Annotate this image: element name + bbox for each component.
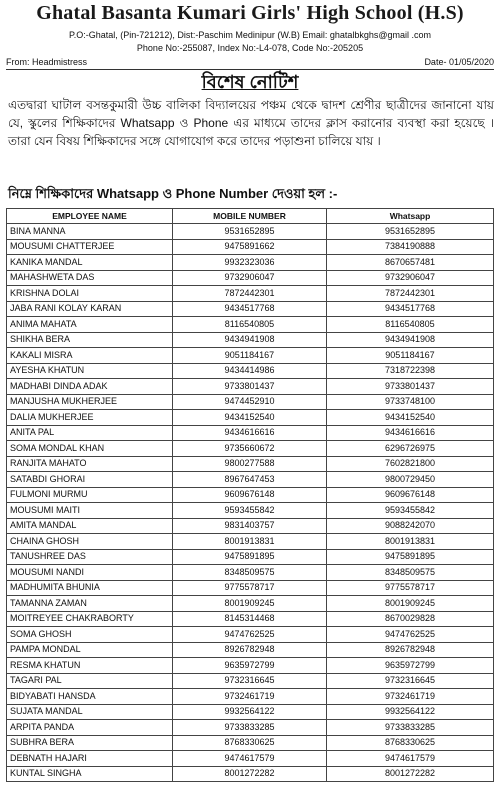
mobile-number-cell: 9733801437 <box>173 379 327 395</box>
whatsapp-number-cell: 8001272282 <box>327 766 494 782</box>
whatsapp-number-cell: 9474762525 <box>327 627 494 643</box>
whatsapp-number-cell: 9775578717 <box>327 580 494 596</box>
whatsapp-number-cell: 9732461719 <box>327 689 494 705</box>
whatsapp-number-cell: 9733748100 <box>327 394 494 410</box>
whatsapp-number-cell: 8001913831 <box>327 534 494 550</box>
table-row <box>7 456 494 472</box>
mobile-number-cell: 9800277588 <box>173 456 327 472</box>
whatsapp-number-cell: 9434152540 <box>327 410 494 426</box>
whatsapp-number-cell: 9732316645 <box>327 673 494 689</box>
staff-contact-table <box>6 208 494 782</box>
employee-name-cell: ANITA PAL <box>7 425 173 441</box>
whatsapp-number-cell: 7318722398 <box>327 363 494 379</box>
mobile-number-cell: 9051184167 <box>173 348 327 364</box>
mobile-number-cell: 9475891662 <box>173 239 327 255</box>
whatsapp-number-cell: 8348509575 <box>327 565 494 581</box>
employee-name-cell: TANUSHREE DAS <box>7 549 173 565</box>
whatsapp-number-cell: 9593455842 <box>327 503 494 519</box>
mobile-number-cell: 9732461719 <box>173 689 327 705</box>
employee-name-cell: KAKALI MISRA <box>7 348 173 364</box>
employee-name-cell: DEBNATH HAJARI <box>7 751 173 767</box>
employee-name-cell: MOUSUMI MAITI <box>7 503 173 519</box>
whatsapp-number-cell: 8116540805 <box>327 317 494 333</box>
employee-name-cell: MOUSUMI CHATTERJEE <box>7 239 173 255</box>
whatsapp-number-cell: 9531652895 <box>327 224 494 240</box>
header-employee-name: EMPLOYEE NAME <box>7 209 173 224</box>
employee-name-cell: MADHABI DINDA ADAK <box>7 379 173 395</box>
whatsapp-number-cell: 7384190888 <box>327 239 494 255</box>
employee-name-cell: SATABDI GHORAI <box>7 472 173 488</box>
employee-name-cell: TAGARI PAL <box>7 673 173 689</box>
employee-name-cell: BINA MANNA <box>7 224 173 240</box>
mobile-number-cell: 8145314468 <box>173 611 327 627</box>
mobile-number-cell: 9609676148 <box>173 487 327 503</box>
employee-name-cell: ARPITA PANDA <box>7 720 173 736</box>
whatsapp-number-cell: 8670657481 <box>327 255 494 271</box>
mobile-number-cell: 9831403757 <box>173 518 327 534</box>
mobile-number-cell: 9474617579 <box>173 751 327 767</box>
mobile-number-cell: 9732906047 <box>173 270 327 286</box>
table-row <box>7 379 494 395</box>
employee-name-cell: SOMA GHOSH <box>7 627 173 643</box>
table-row <box>7 627 494 643</box>
whatsapp-number-cell: 9932564122 <box>327 704 494 720</box>
whatsapp-number-cell: 9475891895 <box>327 549 494 565</box>
table-row <box>7 239 494 255</box>
whatsapp-number-cell: 8768330625 <box>327 735 494 751</box>
table-row <box>7 224 494 240</box>
whatsapp-number-cell: 8926782948 <box>327 642 494 658</box>
mobile-number-cell: 8001272282 <box>173 766 327 782</box>
table-row <box>7 658 494 674</box>
whatsapp-number-cell: 9609676148 <box>327 487 494 503</box>
table-row <box>7 704 494 720</box>
notice-date: Date- 01/05/2020 <box>424 57 494 67</box>
employee-name-cell: SUBHRA BERA <box>7 735 173 751</box>
table-body <box>7 224 494 782</box>
table-row <box>7 720 494 736</box>
employee-name-cell: JABA RANI KOLAY KARAN <box>7 301 173 317</box>
mobile-number-cell: 9775578717 <box>173 580 327 596</box>
header-mobile-number: MOBILE NUMBER <box>173 209 327 224</box>
whatsapp-number-cell: 9434517768 <box>327 301 494 317</box>
whatsapp-number-cell: 8001909245 <box>327 596 494 612</box>
whatsapp-number-cell: 9635972799 <box>327 658 494 674</box>
whatsapp-number-cell: 9434941908 <box>327 332 494 348</box>
employee-name-cell: SHIKHA BERA <box>7 332 173 348</box>
table-row <box>7 487 494 503</box>
whatsapp-number-cell: 6296726975 <box>327 441 494 457</box>
whatsapp-number-cell: 9088242070 <box>327 518 494 534</box>
mobile-number-cell: 8768330625 <box>173 735 327 751</box>
whatsapp-number-cell: 9732906047 <box>327 270 494 286</box>
mobile-number-cell: 8967647453 <box>173 472 327 488</box>
mobile-number-cell: 8116540805 <box>173 317 327 333</box>
table-row <box>7 766 494 782</box>
mobile-number-cell: 9932323036 <box>173 255 327 271</box>
mobile-number-cell: 8001909245 <box>173 596 327 612</box>
list-intro: নিম্নে শিক্ষিকাদের Whatsapp ও Phone Number দেওয়া হল :- <box>8 186 338 201</box>
whatsapp-number-cell: 9800729450 <box>327 472 494 488</box>
mobile-number-cell: 9434152540 <box>173 410 327 426</box>
table-row <box>7 472 494 488</box>
mobile-number-cell: 9475891895 <box>173 549 327 565</box>
employee-name-cell: DALIA MUKHERJEE <box>7 410 173 426</box>
mobile-number-cell: 9531652895 <box>173 224 327 240</box>
table-row <box>7 611 494 627</box>
whatsapp-number-cell: 8670029828 <box>327 611 494 627</box>
whatsapp-number-cell: 7602821800 <box>327 456 494 472</box>
table-row <box>7 673 494 689</box>
employee-name-cell: CHAINA GHOSH <box>7 534 173 550</box>
mobile-number-cell: 8348509575 <box>173 565 327 581</box>
mobile-number-cell: 9735660672 <box>173 441 327 457</box>
whatsapp-number-cell: 9474617579 <box>327 751 494 767</box>
mobile-number-cell: 9474452910 <box>173 394 327 410</box>
whatsapp-number-cell: 9434616616 <box>327 425 494 441</box>
employee-name-cell: AYESHA KHATUN <box>7 363 173 379</box>
table-row <box>7 735 494 751</box>
employee-name-cell: TAMANNA ZAMAN <box>7 596 173 612</box>
employee-name-cell: FULMONI MURMU <box>7 487 173 503</box>
from-label: From: Headmistress <box>6 57 88 67</box>
employee-name-cell: SUJATA MANDAL <box>7 704 173 720</box>
address-line-2: Phone No:-255087, Index No:-L4-078, Code No:-205205 <box>136 43 364 53</box>
table-row <box>7 642 494 658</box>
table-row <box>7 549 494 565</box>
mobile-number-cell: 9434941908 <box>173 332 327 348</box>
mobile-number-cell: 9434616616 <box>173 425 327 441</box>
table-row <box>7 518 494 534</box>
whatsapp-number-cell: 7872442301 <box>327 286 494 302</box>
mobile-number-cell: 9932564122 <box>173 704 327 720</box>
whatsapp-number-cell: 9051184167 <box>327 348 494 364</box>
table-row <box>7 534 494 550</box>
whatsapp-number-cell: 9733833285 <box>327 720 494 736</box>
mobile-number-cell: 8926782948 <box>173 642 327 658</box>
mobile-number-cell: 9593455842 <box>173 503 327 519</box>
table-row <box>7 363 494 379</box>
employee-name-cell: SOMA MONDAL KHAN <box>7 441 173 457</box>
mobile-number-cell: 9732316645 <box>173 673 327 689</box>
table-row <box>7 270 494 286</box>
school-name: Ghatal Basanta Kumari Girls' High School (H.S) <box>36 2 464 24</box>
table-row <box>7 441 494 457</box>
table-row <box>7 348 494 364</box>
table-row <box>7 255 494 271</box>
table-row <box>7 565 494 581</box>
employee-name-cell: MOITREYEE CHAKRABORTY <box>7 611 173 627</box>
table-row <box>7 580 494 596</box>
notice-title: বিশেষ নোটিশ <box>201 72 299 92</box>
header-whatsapp: Whatsapp <box>327 209 494 224</box>
table-row <box>7 332 494 348</box>
mobile-number-cell: 9733833285 <box>173 720 327 736</box>
employee-name-cell: MOUSUMI NANDI <box>7 565 173 581</box>
mobile-number-cell: 9434517768 <box>173 301 327 317</box>
employee-name-cell: KANIKA MANDAL <box>7 255 173 271</box>
employee-name-cell: ANIMA MAHATA <box>7 317 173 333</box>
table-row <box>7 596 494 612</box>
employee-name-cell: MAHASHWETA DAS <box>7 270 173 286</box>
table-row <box>7 503 494 519</box>
table-row <box>7 286 494 302</box>
employee-name-cell: KUNTAL SINGHA <box>7 766 173 782</box>
employee-name-cell: MADHUMITA BHUNIA <box>7 580 173 596</box>
table-row <box>7 689 494 705</box>
table-row <box>7 394 494 410</box>
mobile-number-cell: 9635972799 <box>173 658 327 674</box>
table-row <box>7 410 494 426</box>
table-row <box>7 301 494 317</box>
employee-name-cell: BIDYABATI HANSDA <box>7 689 173 705</box>
table-header-row <box>7 209 494 224</box>
employee-name-cell: RANJITA MAHATO <box>7 456 173 472</box>
employee-name-cell: RESMA KHATUN <box>7 658 173 674</box>
employee-name-cell: MANJUSHA MUKHERJEE <box>7 394 173 410</box>
table-row <box>7 317 494 333</box>
address-line-1: P.O:-Ghatal, (Pin-721212), Dist:-Paschim Medinipur (W.B) Email: ghatalbkghs@gmail .com <box>68 30 432 40</box>
table-row <box>7 751 494 767</box>
employee-name-cell: KRISHNA DOLAI <box>7 286 173 302</box>
table-row <box>7 425 494 441</box>
whatsapp-number-cell: 9733801437 <box>327 379 494 395</box>
mobile-number-cell: 9474762525 <box>173 627 327 643</box>
mobile-number-cell: 7872442301 <box>173 286 327 302</box>
mobile-number-cell: 9434414986 <box>173 363 327 379</box>
notice-body: এতদ্বারা ঘাটাল বসন্তকুমারী উচ্চ বালিকা বিদ্যালয়ের পঞ্চম থেকে দ্বাদশ শ্রেণীর ছাত্রীদের জানানো যায় যে, স্কুলের শিক্ষিকাদের Whatsapp ও Phone এর মাধ্যমে তাদের ক্লাস করানোর ব্যবস্থা করা হয়েছে । তারা যেন বিষয় শিক্ষিকাদের সঙ্গে যোগাযোগ করে তাদের পড়াশুনা চালিয়ে যায় । <box>8 98 494 148</box>
employee-name-cell: AMITA MANDAL <box>7 518 173 534</box>
mobile-number-cell: 8001913831 <box>173 534 327 550</box>
employee-name-cell: PAMPA MONDAL <box>7 642 173 658</box>
